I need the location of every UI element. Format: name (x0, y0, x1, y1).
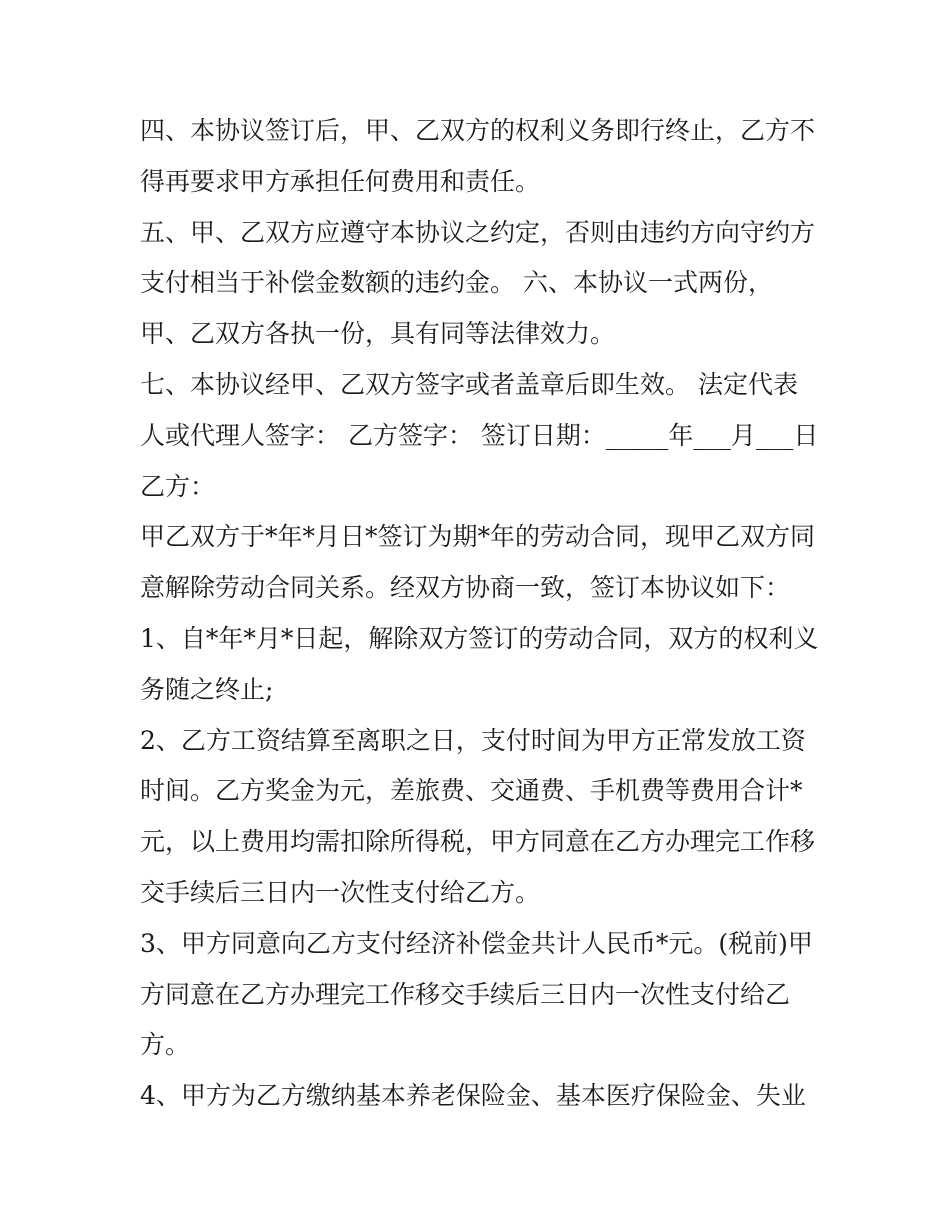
text-line: 方。 (140, 1030, 191, 1060)
text-line: 七、本协议经甲、乙双方签字或者盖章后即生效。 法定代表 (140, 369, 798, 399)
text-line: 务随之终止; (140, 674, 274, 704)
text-line: 五、甲、乙双方应遵守本协议之约定，否则由违约方向守约方 (140, 217, 816, 247)
text-line: 元，以上费用均需扣除所得税，甲方同意在乙方办理完工作移 (140, 827, 816, 857)
text-line: 支付相当于补偿金数额的违约金。 六、本协议一式两份， (140, 268, 773, 298)
text-line: 意解除劳动合同关系。经双方协商一致，签订本协议如下： (140, 573, 791, 603)
text-line: 人或代理人签字： 乙方签字： 签订日期：_____年___月___日 (140, 420, 819, 450)
text-line: 1、自*年*月*日起，解除双方签订的劳动合同，双方的权利义 (140, 623, 819, 653)
text-line: 甲乙双方于*年*月日*签订为期*年的劳动合同，现甲乙双方同 (140, 522, 816, 552)
text-line: 甲、乙双方各执一份，具有同等法律效力。 (140, 319, 616, 349)
text-line: 四、本协议签订后，甲、乙双方的权利义务即行终止，乙方不 (140, 116, 816, 145)
document-body (140, 106, 820, 1122)
text-line: 时间。乙方奖金为元，差旅费、交通费、手机费等费用合计* (140, 776, 803, 806)
text-line: 方同意在乙方办理完工作移交手续后三日内一次性支付给乙 (140, 979, 791, 1009)
text-line: 4、甲方为乙方缴纳基本养老保险金、基本医疗保险金、失业 (140, 1081, 806, 1111)
text-line: 交手续后三日内一次性支付给乙方。 (140, 877, 541, 907)
text-line: 乙方： (140, 471, 216, 501)
text-line: 3、甲方同意向乙方支付经济补偿金共计人民币*元。(税前)甲 (140, 928, 813, 958)
text-line: 2、乙方工资结算至离职之日，支付时间为甲方正常发放工资 (140, 725, 806, 755)
text-line: 得再要求甲方承担任何费用和责任。 (140, 166, 541, 196)
